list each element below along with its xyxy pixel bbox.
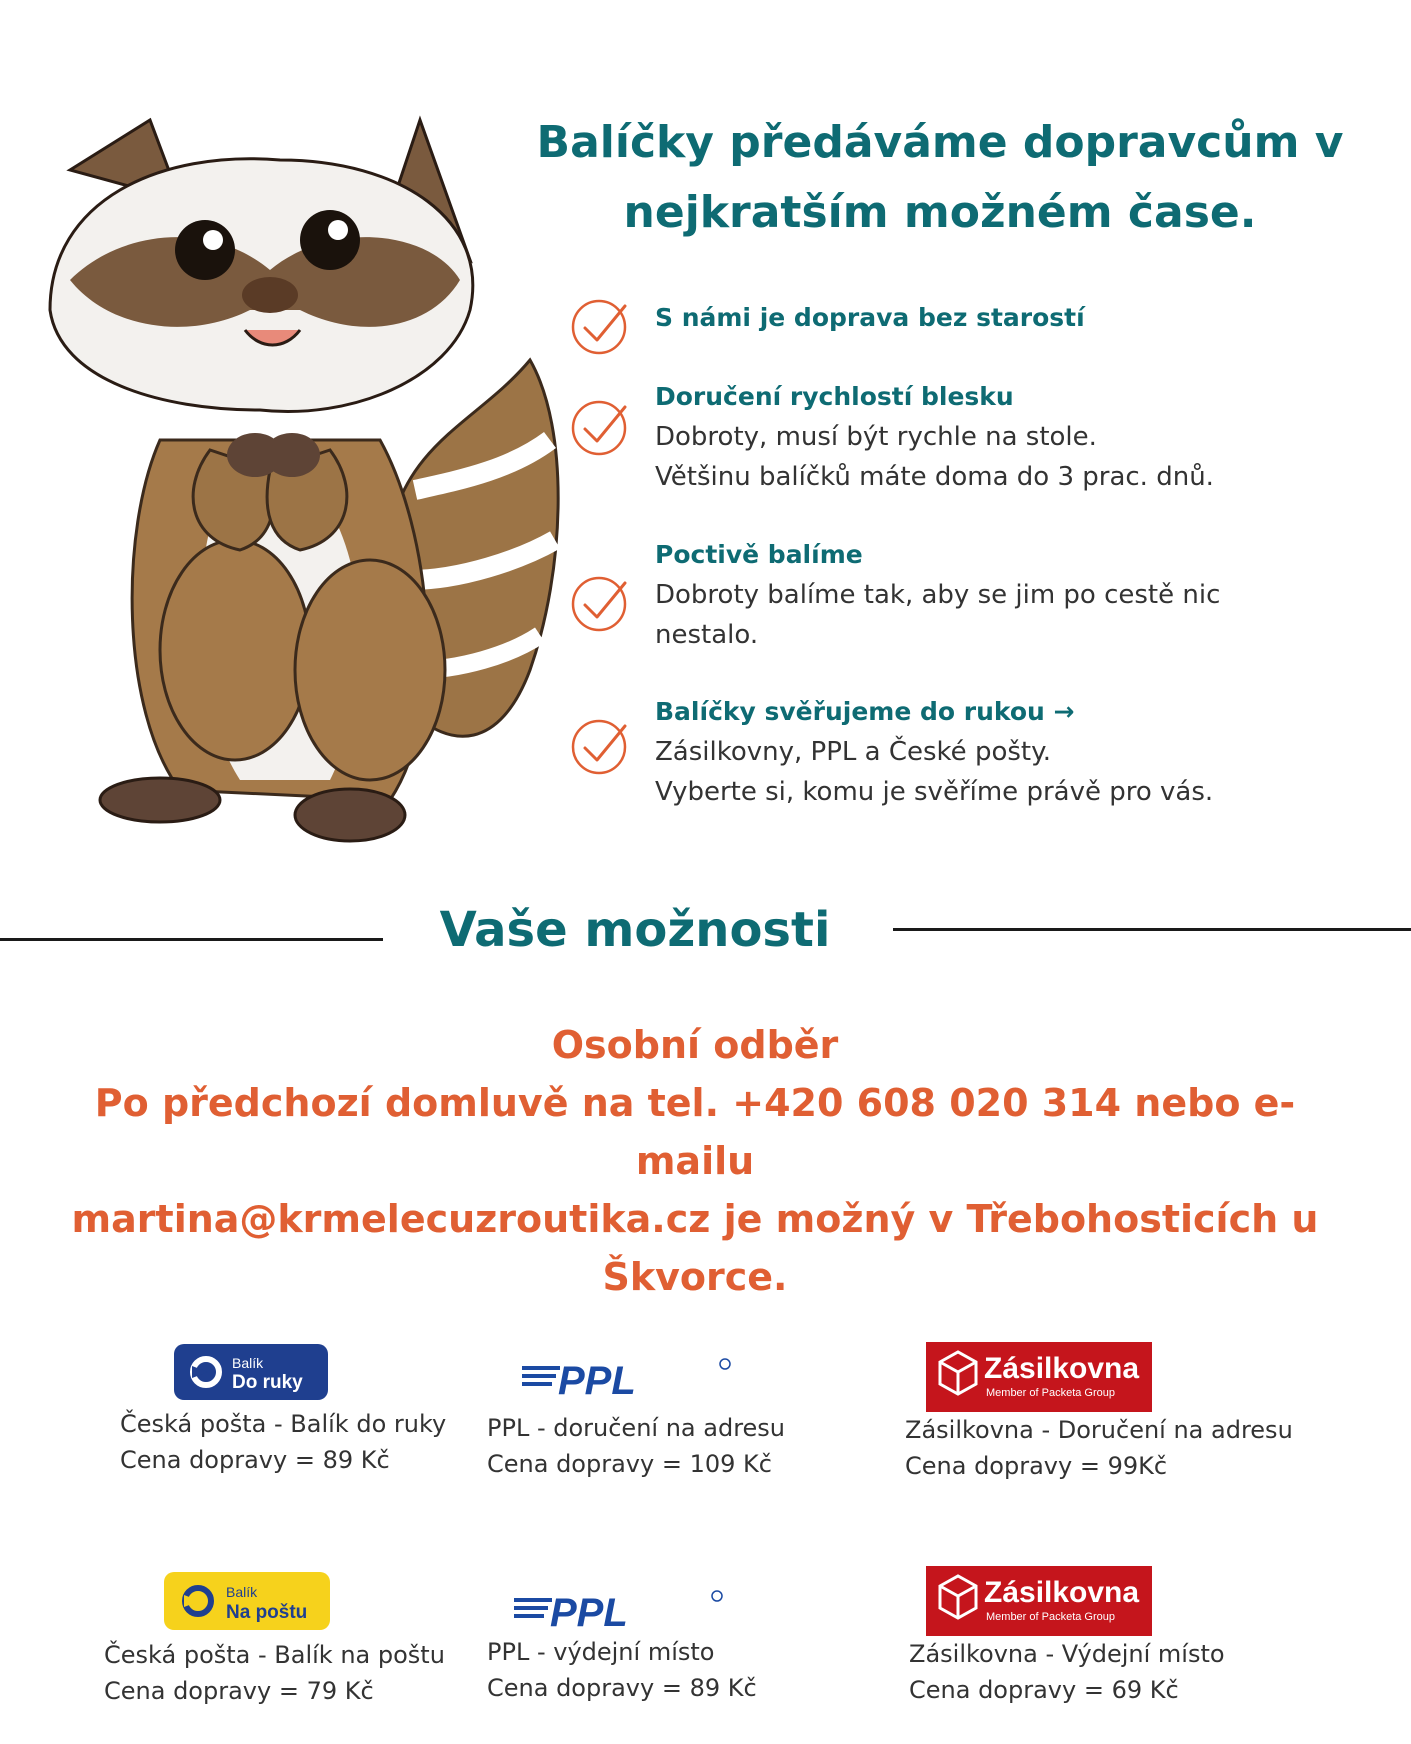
carrier-option [120, 1406, 480, 1478]
feature-item [570, 298, 1330, 338]
carrier-name: PPL - výdejní místo [487, 1638, 715, 1666]
zasilkovna-logo [926, 1566, 1152, 1636]
personal-pickup-info [40, 1016, 1350, 1306]
logo-text: PPL [550, 1591, 628, 1635]
logo-text: Zásilkovna [984, 1352, 1140, 1385]
checkmark-circle-icon [570, 718, 628, 776]
feature-item [570, 535, 1330, 655]
pickup-heading: Osobní odběr [551, 1023, 839, 1067]
ceska-posta-balik-na-postu-logo [164, 1572, 330, 1630]
carrier-option [487, 1634, 847, 1706]
carrier-price: Cena dopravy = 89 Kč [487, 1674, 757, 1702]
carrier-price: Cena dopravy = 69 Kč [909, 1676, 1179, 1704]
carrier-option [487, 1410, 847, 1482]
feature-title: Balíčky svěřujeme do rukou → [655, 697, 1075, 726]
hero-title [500, 108, 1380, 248]
feature-text-line: Dobroty, musí být rychle na stole. [655, 422, 1097, 452]
carrier-option [909, 1636, 1269, 1708]
checkmark-circle-icon [570, 399, 628, 457]
logo-subtext: Member of Packeta Group [986, 1611, 1116, 1623]
raccoon-mascot-illustration [30, 110, 570, 855]
feature-title: S námi je doprava bez starostí [655, 303, 1085, 332]
feature-text-line: Zásilkovny, PPL a České pošty. [655, 737, 1052, 767]
logo-text: Balík [232, 1355, 264, 1371]
logo-subtext: Member of Packeta Group [986, 1387, 1116, 1399]
hero-title-line-2: nejkratším možném čase. [623, 187, 1257, 238]
carrier-option [104, 1637, 464, 1709]
pickup-text-line: Po předchozí domluvě na tel. +420 608 020 314 nebo e-mailu [94, 1081, 1296, 1183]
carrier-price: Cena dopravy = 89 Kč [120, 1446, 390, 1474]
feature-item [570, 692, 1330, 812]
feature-item [570, 377, 1330, 497]
logo-text: Do ruky [232, 1372, 303, 1393]
checkmark-circle-icon [570, 575, 628, 633]
feature-text-line: nestalo. [655, 620, 759, 650]
ceska-posta-balik-do-ruky-logo [174, 1344, 328, 1400]
carrier-name: Česká pošta - Balík do ruky [120, 1410, 447, 1438]
feature-text-line: Většinu balíčků máte doma do 3 prac. dnů. [655, 462, 1214, 492]
carrier-name: Zásilkovna - Výdejní místo [909, 1640, 1225, 1668]
feature-title: Doručení rychlostí blesku [655, 382, 1014, 411]
pickup-text-line: Škvorce. [602, 1255, 788, 1299]
logo-text: PPL [558, 1359, 636, 1403]
feature-title: Poctivě balíme [655, 540, 863, 569]
zasilkovna-logo [926, 1342, 1152, 1412]
pickup-text-line: martina@krmelecuzroutika.cz je možný v Třebohosticích u [71, 1197, 1319, 1241]
carrier-name: Zásilkovna - Doručení na adresu [905, 1416, 1293, 1444]
ppl-logo [520, 1352, 735, 1404]
feature-text-line: Vyberte si, komu je svěříme právě pro vás. [655, 777, 1214, 807]
carrier-option [905, 1412, 1293, 1484]
logo-text: Balík [226, 1584, 258, 1600]
logo-text: Na poštu [226, 1602, 308, 1623]
hero-title-line-1: Balíčky předáváme dopravcům v [536, 117, 1344, 168]
section-title: Vaše možnosti [439, 902, 831, 958]
feature-text-line: Dobroty balíme tak, aby se jim po cestě nic [655, 580, 1221, 610]
carrier-price: Cena dopravy = 79 Kč [104, 1677, 374, 1705]
carrier-name: PPL - doručení na adresu [487, 1414, 786, 1442]
carrier-price: Cena dopravy = 99Kč [905, 1452, 1168, 1480]
raccoon-head [50, 120, 473, 412]
checkmark-circle-icon [570, 298, 628, 356]
logo-text: Zásilkovna [984, 1576, 1140, 1609]
carrier-price: Cena dopravy = 109 Kč [487, 1450, 772, 1478]
ppl-logo [512, 1584, 727, 1636]
carrier-name: Česká pošta - Balík na poštu [104, 1641, 445, 1669]
